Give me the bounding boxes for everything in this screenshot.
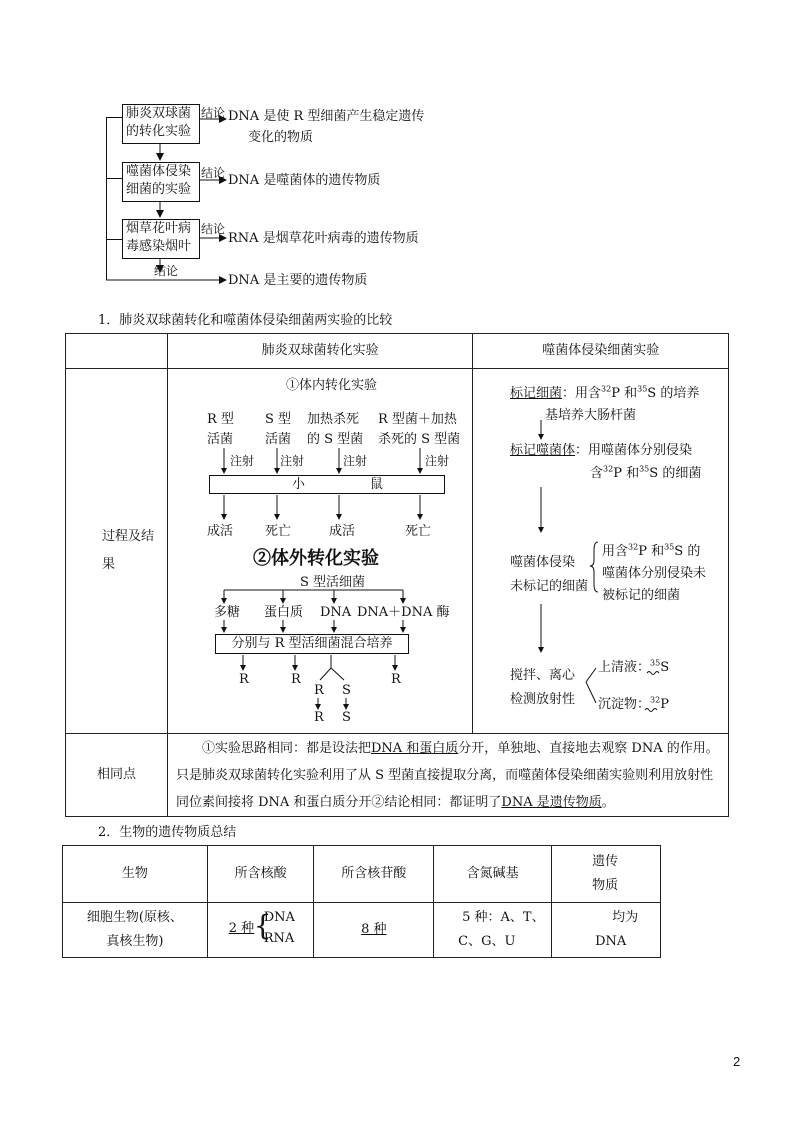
component-dna-dnase: DNA＋DNA 酶 [357, 605, 450, 620]
group-mix: R 型菌＋加热 杀死的 S 型菌 [378, 412, 461, 447]
phage-step1-b: 基培养大肠杆菌 [545, 408, 637, 423]
conclusion-label: 结论 [154, 264, 179, 278]
outcome-2: 死亡 [265, 524, 292, 539]
result-r: R [391, 672, 401, 687]
outcome-4: 死亡 [405, 524, 432, 539]
th-genetic-material: 遗传 物质 [552, 846, 661, 903]
page-number: 2 [733, 1054, 741, 1069]
result-r: R [314, 683, 324, 698]
conclusion-label: 结论 [201, 166, 226, 180]
inject-label: 注射 [280, 454, 305, 468]
td-nucleic-acid: 2 种 { DNA RNA [207, 903, 314, 958]
brace-icon: { [253, 909, 272, 942]
in-vivo-title: ①体内转化实验 [286, 378, 378, 393]
s-live-bacteria: S 型活细菌 [300, 575, 366, 590]
th-bases: 含氮碱基 [434, 846, 552, 903]
box-phage: 噬菌体侵染 细菌的实验 [122, 162, 200, 202]
genetic-material-table [62, 845, 661, 958]
td-genetic-material: 均为 DNA [552, 903, 661, 958]
header-col2: 噬菌体侵染细菌实验 [473, 334, 729, 369]
inject-label: 注射 [230, 454, 255, 468]
result-s-next: S [342, 710, 351, 725]
th-organism: 生物 [63, 846, 208, 903]
result-1b: 变化的物质 [248, 130, 314, 145]
row2-label: 相同点 [66, 734, 168, 817]
outcome-1: 成活 [207, 524, 234, 539]
conclusion-label: 结论 [201, 222, 226, 236]
result-3: RNA 是烟草花叶病毒的遗传物质 [228, 231, 419, 246]
outcome-3: 成活 [329, 524, 356, 539]
section1-title: 1．肺炎双球菌转化和噬菌体侵染细菌两实验的比较 [98, 313, 393, 328]
phage-step3-right: 用含$^{32}$P 和$^{35}$S 的 噬菌体分别侵染未 被标记的细菌 [602, 542, 707, 603]
box-tmv: 烟草花叶病 毒感染烟叶 [122, 219, 200, 259]
supernatant: 上清液：$^{35}$S [598, 658, 670, 675]
group-s-live: S 型 活菌 [265, 412, 292, 447]
group-heat-killed: 加热杀死 的 S 型菌 [307, 412, 364, 447]
td-bases: 5 种：A、T、 C、G、U [434, 903, 552, 958]
component-dna: DNA [320, 605, 352, 620]
td-organism: 细胞生物(原核、 真核生物) [63, 903, 208, 958]
th-nucleotide: 所含核苷酸 [314, 846, 434, 903]
result-4: DNA 是主要的遗传物质 [228, 273, 368, 288]
result-r-next: R [314, 710, 324, 725]
in-vitro-title: ②体外转化实验 [253, 548, 379, 569]
phage-step1: 标记细菌：用含$^{32}$P 和$^{35}$S 的培养 [510, 384, 700, 401]
td-nucleotide: 8 种 [314, 903, 434, 958]
phage-step2: 标记噬菌体：用噬菌体分别侵染 [510, 443, 693, 458]
result-2: DNA 是噬菌体的遗传物质 [228, 173, 381, 188]
phage-step4-left: 搅拌、离心 检测放射性 [510, 668, 576, 707]
group-r-live: R 型 活菌 [207, 412, 234, 447]
result-r: R [239, 672, 249, 687]
row1-label: 过程及结 果 [66, 369, 168, 734]
result-1a: DNA 是使 R 型细菌产生稳定遗传 [228, 109, 425, 124]
mix-culture-box: 分别与 R 型活细菌混合培养 [215, 634, 409, 654]
phage-step3-left: 噬菌体侵染 未标记的细菌 [510, 555, 589, 594]
inject-label: 注射 [343, 454, 368, 468]
inject-label: 注射 [425, 454, 450, 468]
mouse-box: 小 鼠 [209, 475, 445, 494]
conclusion-label: 结论 [201, 106, 226, 120]
th-nucleic-acid: 所含核酸 [207, 846, 314, 903]
common-points: ①实验思路相同：都是设法把DNA 和蛋白质分开，单独地、直接地去观察 DNA 的作用。只是肺炎双球菌转化实验利用了从 S 型菌直接提取分离，而噬菌体侵染细菌实验则利用放射性同位素间接将 DNA 和蛋白质分开②结论相同：都证明了DNA 是遗传物质。 [167, 734, 728, 817]
component-protein: 蛋白质 [264, 605, 304, 620]
result-s: S [342, 683, 351, 698]
box-pneumococcus: 肺炎双球菌 的转化实验 [122, 104, 200, 144]
component-polysaccharide: 多糖 [214, 605, 241, 620]
sediment: 沉淀物：$^{32}$P [598, 695, 669, 712]
phage-step2-b: 含$^{32}$P 和$^{35}$S 的细菌 [590, 464, 702, 481]
section2-title: 2．生物的遗传物质总结 [98, 825, 237, 840]
result-r: R [291, 672, 301, 687]
header-col1: 肺炎双球菌转化实验 [167, 334, 472, 369]
